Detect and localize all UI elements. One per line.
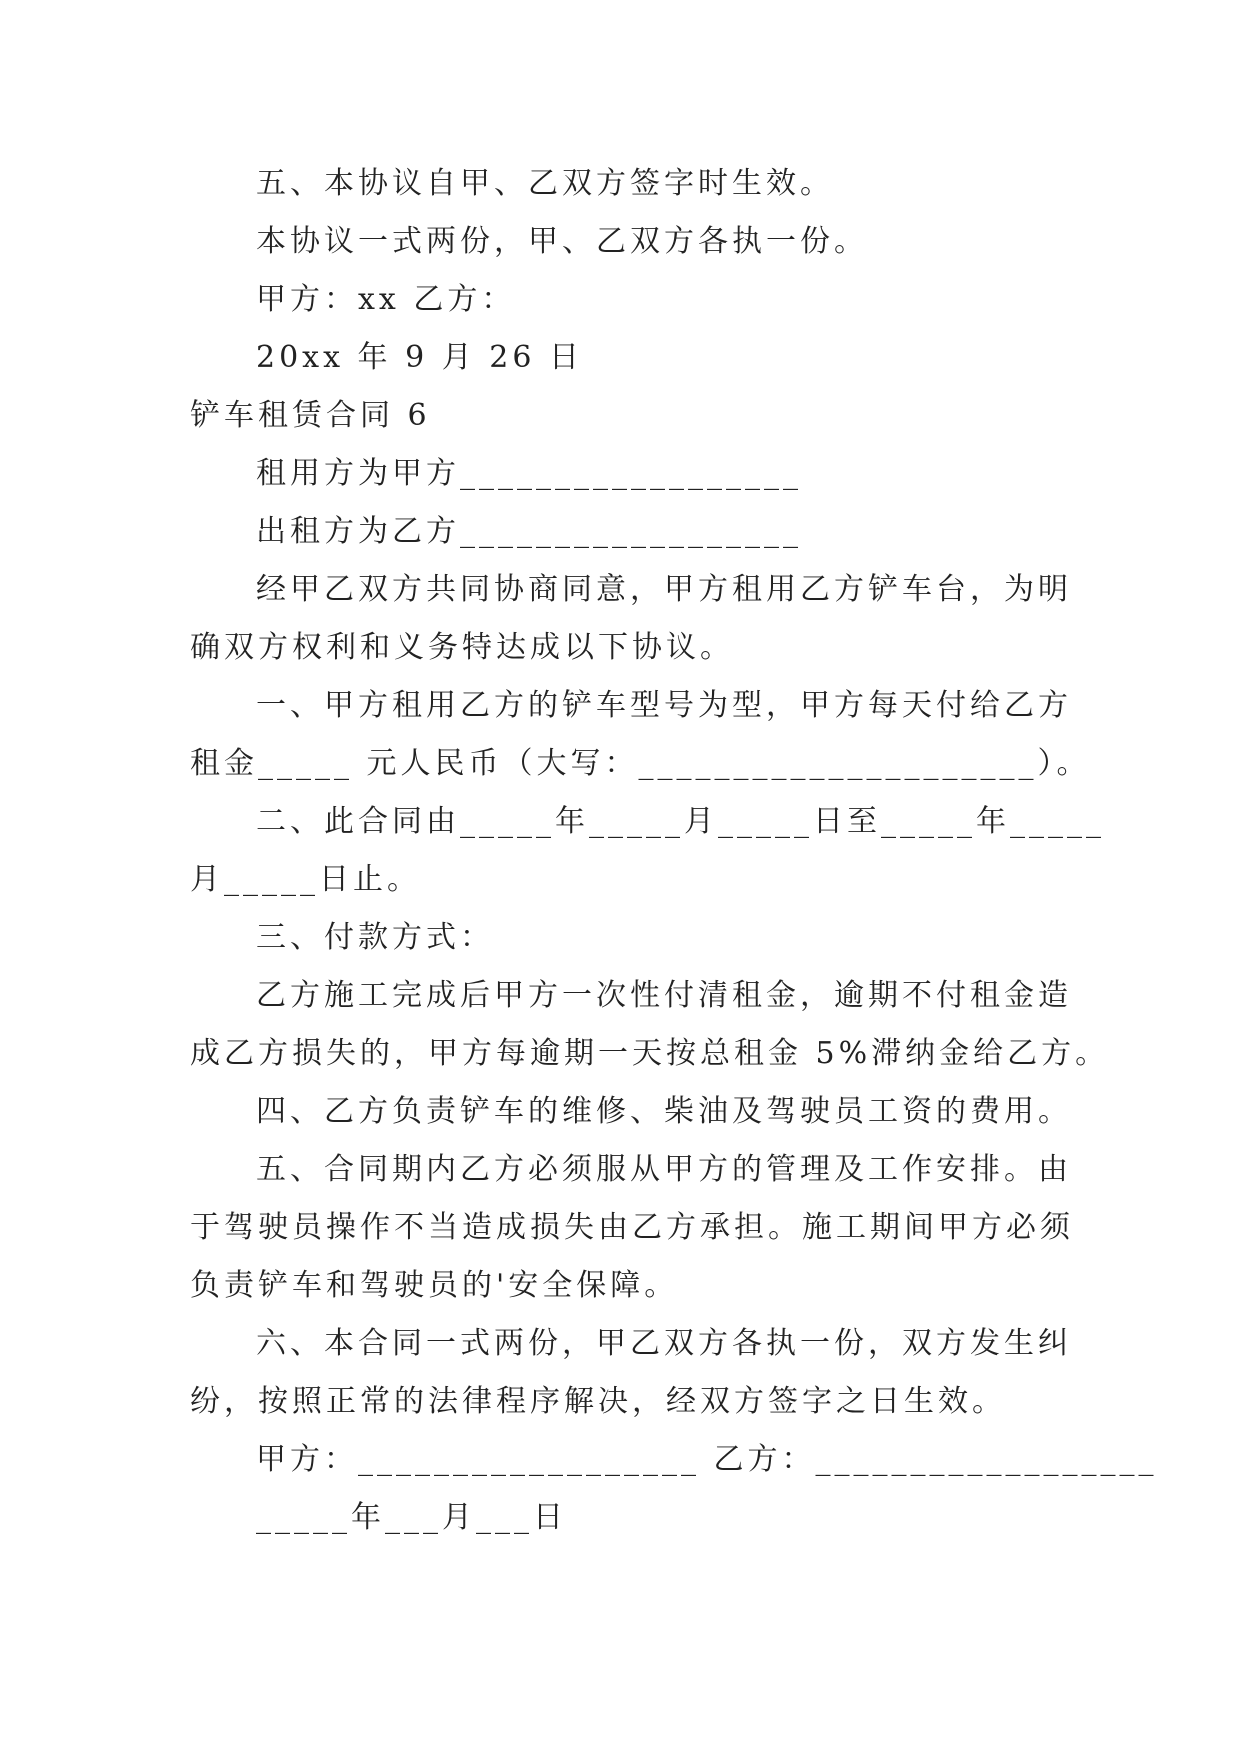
contract-title: 铲车租赁合同 6 [190, 398, 431, 433]
clause-three-heading: 三、付款方式： [256, 920, 494, 955]
clause-one-line-1: 一、甲方租用乙方的铲车型号为型，甲方每天付给乙方 [256, 688, 1072, 723]
copies-clause: 本协议一式两份，甲、乙双方各执一份。 [256, 224, 868, 259]
clause-five-line-2: 于驾驶员操作不当造成损失由乙方承担。施工期间甲方必须 [190, 1210, 1074, 1245]
payment-line-1: 乙方施工完成后甲方一次性付清租金，逾期不付租金造 [256, 978, 1072, 1013]
clause-six-line-1: 六、本合同一式两份，甲乙双方各执一份，双方发生纠 [256, 1326, 1072, 1361]
preamble-line-1: 经甲乙双方共同协商同意，甲方租用乙方铲车台，为明 [256, 572, 1072, 607]
signing-date: 20xx 年 9 月 26 日 [256, 340, 583, 375]
clause-five-effective: 五、本协议自甲、乙双方签字时生效。 [256, 166, 834, 201]
clause-one-line-2: 租金_____ 元人民币（大写：_____________________）。 [190, 746, 1091, 781]
signature-blanks: 甲方：__________________ 乙方：__________________ [256, 1442, 1158, 1477]
clause-two-line-1: 二、此合同由_____年_____月_____日至_____年_____ [256, 804, 1105, 839]
lessor-line: 出租方为乙方__________________ [256, 514, 802, 549]
preamble-line-2: 确双方权利和义务特达成以下协议。 [190, 630, 734, 665]
clause-two-line-2: 月_____日止。 [190, 862, 421, 897]
date-blanks: _____年___月___日 [256, 1500, 567, 1535]
lessee-line: 租用方为甲方__________________ [256, 456, 802, 491]
clause-five-line-3: 负责铲车和驾驶员的'安全保障。 [190, 1268, 679, 1303]
clause-four: 四、乙方负责铲车的维修、柴油及驾驶员工资的费用。 [256, 1094, 1072, 1129]
payment-line-2: 成乙方损失的，甲方每逾期一天按总租金 5%滞纳金给乙方。 [190, 1036, 1110, 1071]
parties-signature-line: 甲方：xx 乙方： [256, 282, 516, 317]
clause-five-line-1: 五、合同期内乙方必须服从甲方的管理及工作安排。由 [256, 1152, 1072, 1187]
clause-six-line-2: 纷，按照正常的法律程序解决，经双方签字之日生效。 [190, 1384, 1006, 1419]
